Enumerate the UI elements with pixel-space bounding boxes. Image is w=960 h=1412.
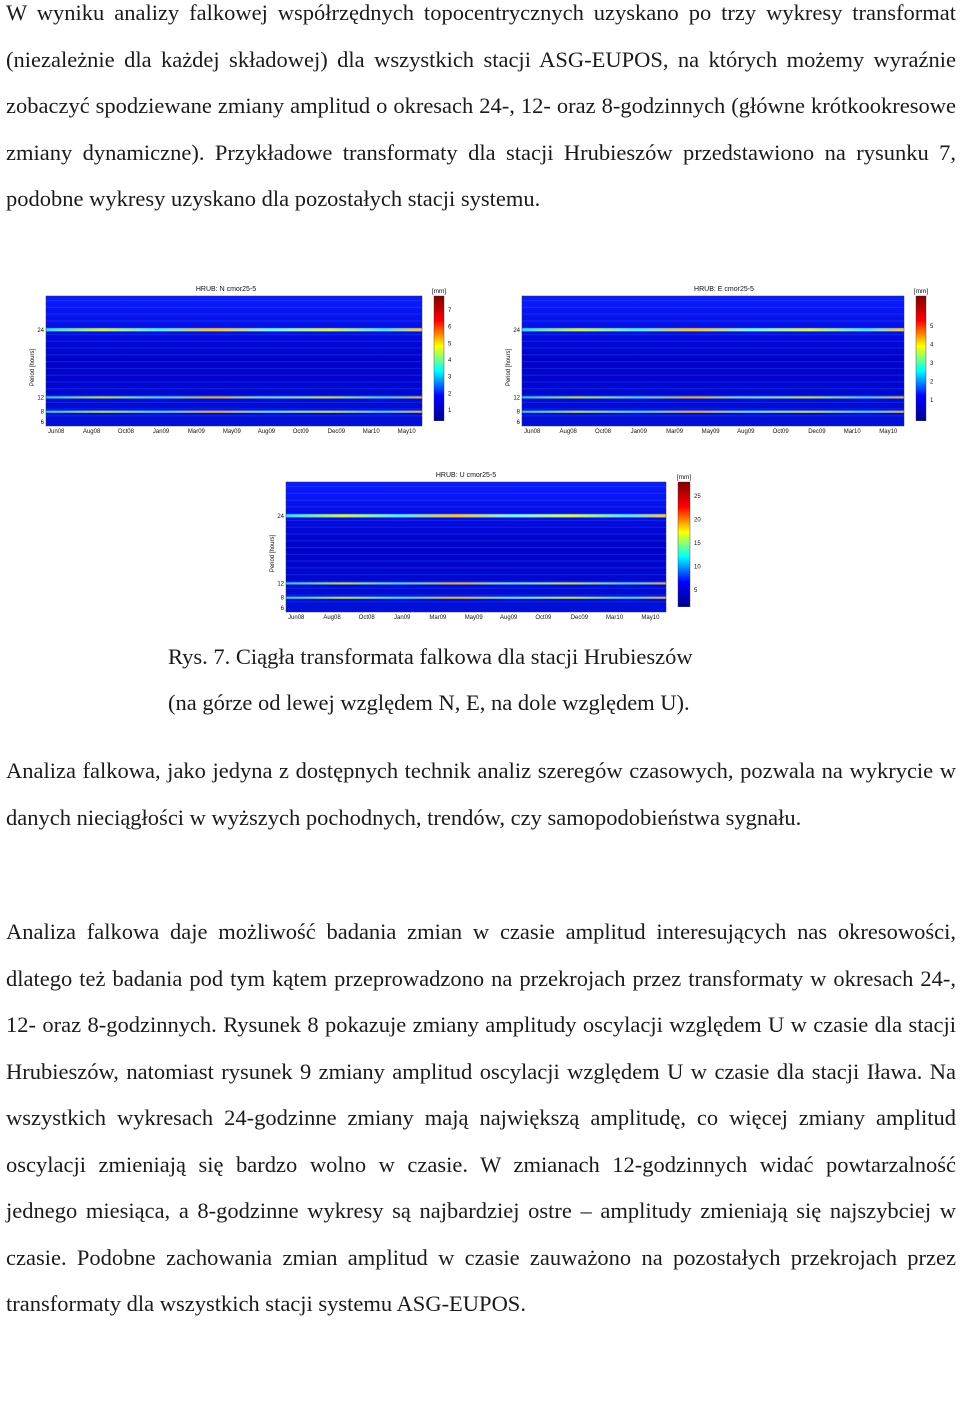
figure-caption-line1: Rys. 7. Ciągła transformata falkowa dla stacji Hrubieszów [168, 644, 693, 669]
noise-stripe [522, 307, 904, 308]
x-tick-label: May10 [879, 429, 898, 435]
colorbar-tick-label: 1 [448, 408, 452, 414]
colorbar [434, 296, 444, 421]
band-24h [522, 328, 904, 331]
colorbar-tick-label: 3 [448, 374, 452, 381]
noise-stripe [286, 567, 666, 568]
band-24h [46, 328, 422, 331]
colorbar-tick-label: 2 [448, 391, 452, 398]
noise-stripe [286, 513, 666, 514]
y-tick-label: 24 [277, 513, 284, 520]
noise-stripe [286, 527, 666, 528]
noise-stripe [46, 402, 422, 403]
unit-label: [mm] [913, 288, 929, 295]
colorbar [678, 482, 690, 607]
x-tick-label: Jun08 [48, 429, 65, 435]
noise-stripe [46, 395, 422, 396]
x-tick-label: Mar09 [666, 429, 684, 435]
x-tick-label: Mar10 [362, 429, 380, 435]
y-tick-label: 24 [513, 327, 520, 334]
x-tick-label: Jun08 [288, 615, 305, 621]
noise-stripe [286, 547, 666, 548]
noise-stripe [522, 395, 904, 396]
y-tick-label: 12 [37, 395, 44, 402]
noise-stripe [286, 500, 666, 501]
x-tick-label: Mar09 [429, 615, 447, 621]
colorbar-tick-label: 5 [694, 588, 698, 594]
noise-stripe [46, 354, 422, 355]
noise-stripe [46, 381, 422, 382]
noise-stripe [286, 554, 666, 555]
intro-paragraph: W wyniku analizy falkowej współrzędnych topocentrycznych uzyskano po trzy wykresy transformat (niezależnie dla każdej składowej) dla wszystkich stacji ASG-EUPOS, na których możemy wyraźnie zobaczyć spodziewane zmiany amplitud o okresach 24-, 12- oraz 8-godzinnych (główne krótkookresowe zmiany dynamiczne). Przykładowe transformaty dla stacji Hrubieszów przedstawiono na rysunku 7, podobne wykresy uzyskano dla pozostałych stacji systemu. [6, 0, 956, 211]
colorbar-tick-label: 5 [448, 341, 452, 348]
noise-stripe [522, 334, 904, 335]
band-12h [286, 582, 666, 584]
x-tick-label: Jan09 [630, 429, 647, 435]
x-tick-label: Aug08 [82, 429, 101, 435]
noise-stripe [286, 574, 666, 575]
noise-stripe [522, 320, 904, 321]
y-tick-label: 8 [280, 595, 284, 602]
colorbar-tick-label: 4 [448, 358, 452, 364]
noise-stripe [522, 402, 904, 403]
noise-stripe [286, 486, 666, 487]
noise-stripe [46, 341, 422, 342]
x-tick-label: Oct09 [772, 429, 789, 435]
plot-title: HRUB: E cmor25-5 [694, 286, 754, 293]
amplitude-analysis-paragraph: Analiza falkowa daje możliwość badania zmian w czasie amplitud interesujących nas okresowości, dlatego też badania pod tym kątem przeprowadzono na przekrojach przez transformaty w okresach 24-, 12- oraz 8-godzinnych. Rysunek 8 pokazuje zmiany amplitudy oscylacji względem U w czasie dla stacji Hrubieszów, natomiast rysunek 9 zmiany amplitud oscylacji względem U w czasie dla stacji Iława. Na wszystkich wykresach 24-godzinne zmiany mają największą amplitudę, co więcej zmiany amplitud oscylacji zmieniają się bardzo wolno w czasie. W zmianach 12-godzinnych widać powtarzalność jednego miesiąca, a 8-godzinne wykresy są najbardziej ostre – amplitudy zmieniają się najszybciej w czasie. Podobne zachowania zmian amplitud w czasie zauważono na pozostałych przekrojach przez transformaty dla wszystkich stacji systemu ASG-EUPOS. [6, 919, 956, 1316]
x-tick-label: Aug09 [500, 615, 518, 621]
noise-stripe [46, 375, 422, 376]
y-tick-label: 6 [280, 606, 284, 613]
x-tick-label: Oct08 [117, 429, 134, 435]
noise-stripe [522, 368, 904, 369]
colorbar-tick-label: 4 [930, 342, 934, 349]
noise-stripe [522, 415, 904, 416]
noise-stripe [522, 354, 904, 355]
x-tick-label: Jun08 [524, 429, 541, 435]
noise-stripe [522, 361, 904, 362]
x-tick-label: Oct09 [292, 429, 309, 435]
plot-title: HRUB: N cmor25-5 [195, 286, 257, 293]
x-tick-label: Jan09 [394, 615, 411, 621]
noise-stripe [286, 533, 666, 534]
band-24h [286, 514, 666, 517]
noise-stripe [46, 300, 422, 301]
x-tick-label: Jan09 [152, 429, 170, 435]
colorbar-tick-label: 3 [930, 361, 934, 367]
band-12h [522, 396, 904, 398]
y-tick-label: 12 [513, 395, 520, 402]
y-tick-label: 24 [37, 327, 44, 334]
noise-stripe [46, 388, 422, 389]
band-8h [46, 411, 422, 413]
colorbar-tick-label: 7 [448, 308, 452, 314]
noise-stripe [522, 375, 904, 376]
x-tick-label: May09 [701, 429, 720, 435]
colorbar-tick-label: 6 [448, 324, 452, 331]
x-tick-label: Oct09 [535, 615, 552, 621]
noise-stripe [46, 327, 422, 328]
colorbar-tick-label: 25 [694, 494, 701, 500]
plot-title: HRUB: U cmor25-5 [435, 472, 497, 479]
colorbar-tick-label: 10 [694, 564, 701, 571]
y-tick-label: 12 [277, 581, 284, 588]
x-tick-label: Dec09 [808, 429, 826, 435]
colorbar-tick-label: 5 [930, 324, 934, 330]
heatmap-svg [30, 282, 470, 442]
y-tick-label: 6 [516, 420, 520, 427]
x-tick-label: May09 [464, 615, 483, 621]
noise-stripe [286, 581, 666, 582]
x-tick-label: Aug09 [737, 429, 755, 435]
y-axis-label: Period [hours] [506, 348, 512, 387]
x-tick-label: May10 [397, 429, 416, 435]
noise-stripe [46, 408, 422, 409]
x-tick-label: May10 [641, 615, 660, 621]
colorbar-tick-label: 20 [694, 517, 701, 524]
noise-stripe [46, 314, 422, 315]
x-tick-label: Dec09 [327, 429, 346, 435]
noise-stripe [522, 347, 904, 348]
noise-stripe [46, 334, 422, 335]
x-tick-label: Mar10 [606, 615, 624, 621]
colorbar-tick-label: 15 [694, 541, 701, 547]
wavelet-plot-e [502, 282, 947, 442]
noise-stripe [46, 347, 422, 348]
noise-stripe [522, 341, 904, 342]
colorbar-tick-label: 2 [930, 379, 934, 386]
x-tick-label: Aug09 [257, 429, 276, 435]
x-tick-label: May09 [222, 429, 241, 435]
noise-stripe [286, 506, 666, 507]
noise-stripe [46, 368, 422, 369]
noise-stripe [46, 307, 422, 308]
noise-stripe [522, 388, 904, 389]
x-tick-label: Aug08 [323, 615, 341, 621]
wavelet-advantages-paragraph: Analiza falkowa, jako jedyna z dostępnych technik analiz szeregów czasowych, pozwala na wykrycie w danych nieciągłości w wyższych pochodnych, trendów, czy samopodobieństwa sygnału. [6, 758, 956, 830]
noise-stripe [286, 493, 666, 494]
y-tick-label: 6 [40, 420, 44, 427]
noise-stripe [46, 415, 422, 416]
band-8h [286, 597, 666, 599]
noise-stripe [286, 594, 666, 595]
heatmap-svg [502, 282, 947, 442]
noise-stripe [522, 408, 904, 409]
x-tick-label: Mar10 [843, 429, 861, 435]
noise-stripe [286, 588, 666, 589]
noise-stripe [286, 520, 666, 521]
band-8h [522, 411, 904, 413]
y-tick-label: 8 [40, 409, 44, 416]
noise-stripe [286, 561, 666, 562]
noise-stripe [286, 601, 666, 602]
noise-stripe [522, 314, 904, 315]
x-tick-label: Aug08 [559, 429, 577, 435]
noise-stripe [46, 361, 422, 362]
noise-stripe [286, 540, 666, 541]
x-tick-label: Mar09 [187, 429, 205, 435]
noise-stripe [522, 300, 904, 301]
x-tick-label: Oct08 [595, 429, 612, 435]
y-axis-label: Period [hours] [270, 534, 276, 573]
y-tick-label: 8 [516, 409, 520, 416]
unit-label: [mm] [676, 474, 692, 481]
figure-caption-line2: (na górze od lewej względem N, E, na dole względem U). [168, 690, 690, 715]
wavelet-plot-n [30, 282, 470, 442]
unit-label: [mm] [431, 288, 447, 295]
noise-stripe [522, 327, 904, 328]
colorbar [916, 296, 926, 421]
noise-stripe [46, 320, 422, 321]
y-axis-label: Period [hours] [30, 348, 36, 387]
noise-stripe [522, 381, 904, 382]
colorbar-tick-label: 1 [930, 398, 934, 404]
wavelet-plot-u [266, 468, 716, 628]
heatmap-svg [266, 468, 716, 628]
x-tick-label: Oct08 [358, 615, 375, 621]
band-12h [46, 396, 422, 398]
x-tick-label: Dec09 [570, 615, 589, 621]
